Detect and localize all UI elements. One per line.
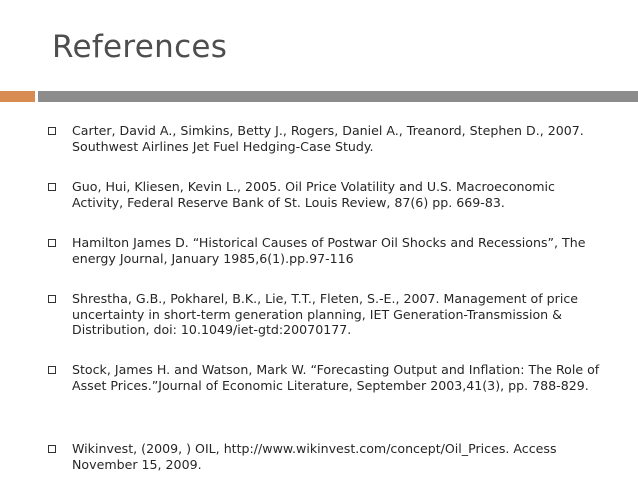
reference-text: Stock, James H. and Watson, Mark W. “Forecasting Output and Inflation: The Role of Asset Prices.”Journal of Economic Literature, September 2003,41(3), pp. 788-829.	[72, 362, 600, 393]
reference-text: Wikinvest, (2009, ) OIL, http://www.wikinvest.com/concept/Oil_Prices. Access November 15, 2009.	[72, 441, 557, 472]
square-bullet-icon	[48, 239, 56, 247]
square-bullet-icon	[48, 366, 56, 374]
reference-text: Hamilton James D. “Historical Causes of Postwar Oil Shocks and Recessions”, The energy Journal, January 1985,6(1).pp.97-116	[72, 235, 586, 266]
reference-text: Carter, David A., Simkins, Betty J., Rogers, Daniel A., Treanord, Stephen D., 2007. Southwest Airlines Jet Fuel Hedging-Case Study.	[72, 123, 584, 154]
reference-text: Shrestha, G.B., Pokharel, B.K., Lie, T.T., Fleten, S.-E., 2007. Management of price uncertainty in short-term generation planning, IET Generation-Transmission & Distribution, doi: 10.1049/iet-gtd:20070177.	[72, 291, 579, 337]
square-bullet-icon	[48, 445, 56, 453]
reference-text: Guo, Hui, Kliesen, Kevin L., 2005. Oil Price Volatility and U.S. Macroeconomic Activity, Federal Reserve Bank of St. Louis Review, 87(6) pp. 669-83.	[72, 179, 555, 210]
square-bullet-icon	[48, 127, 56, 135]
square-bullet-icon	[48, 295, 56, 303]
square-bullet-icon	[48, 183, 56, 191]
slide-title: References	[52, 29, 228, 65]
